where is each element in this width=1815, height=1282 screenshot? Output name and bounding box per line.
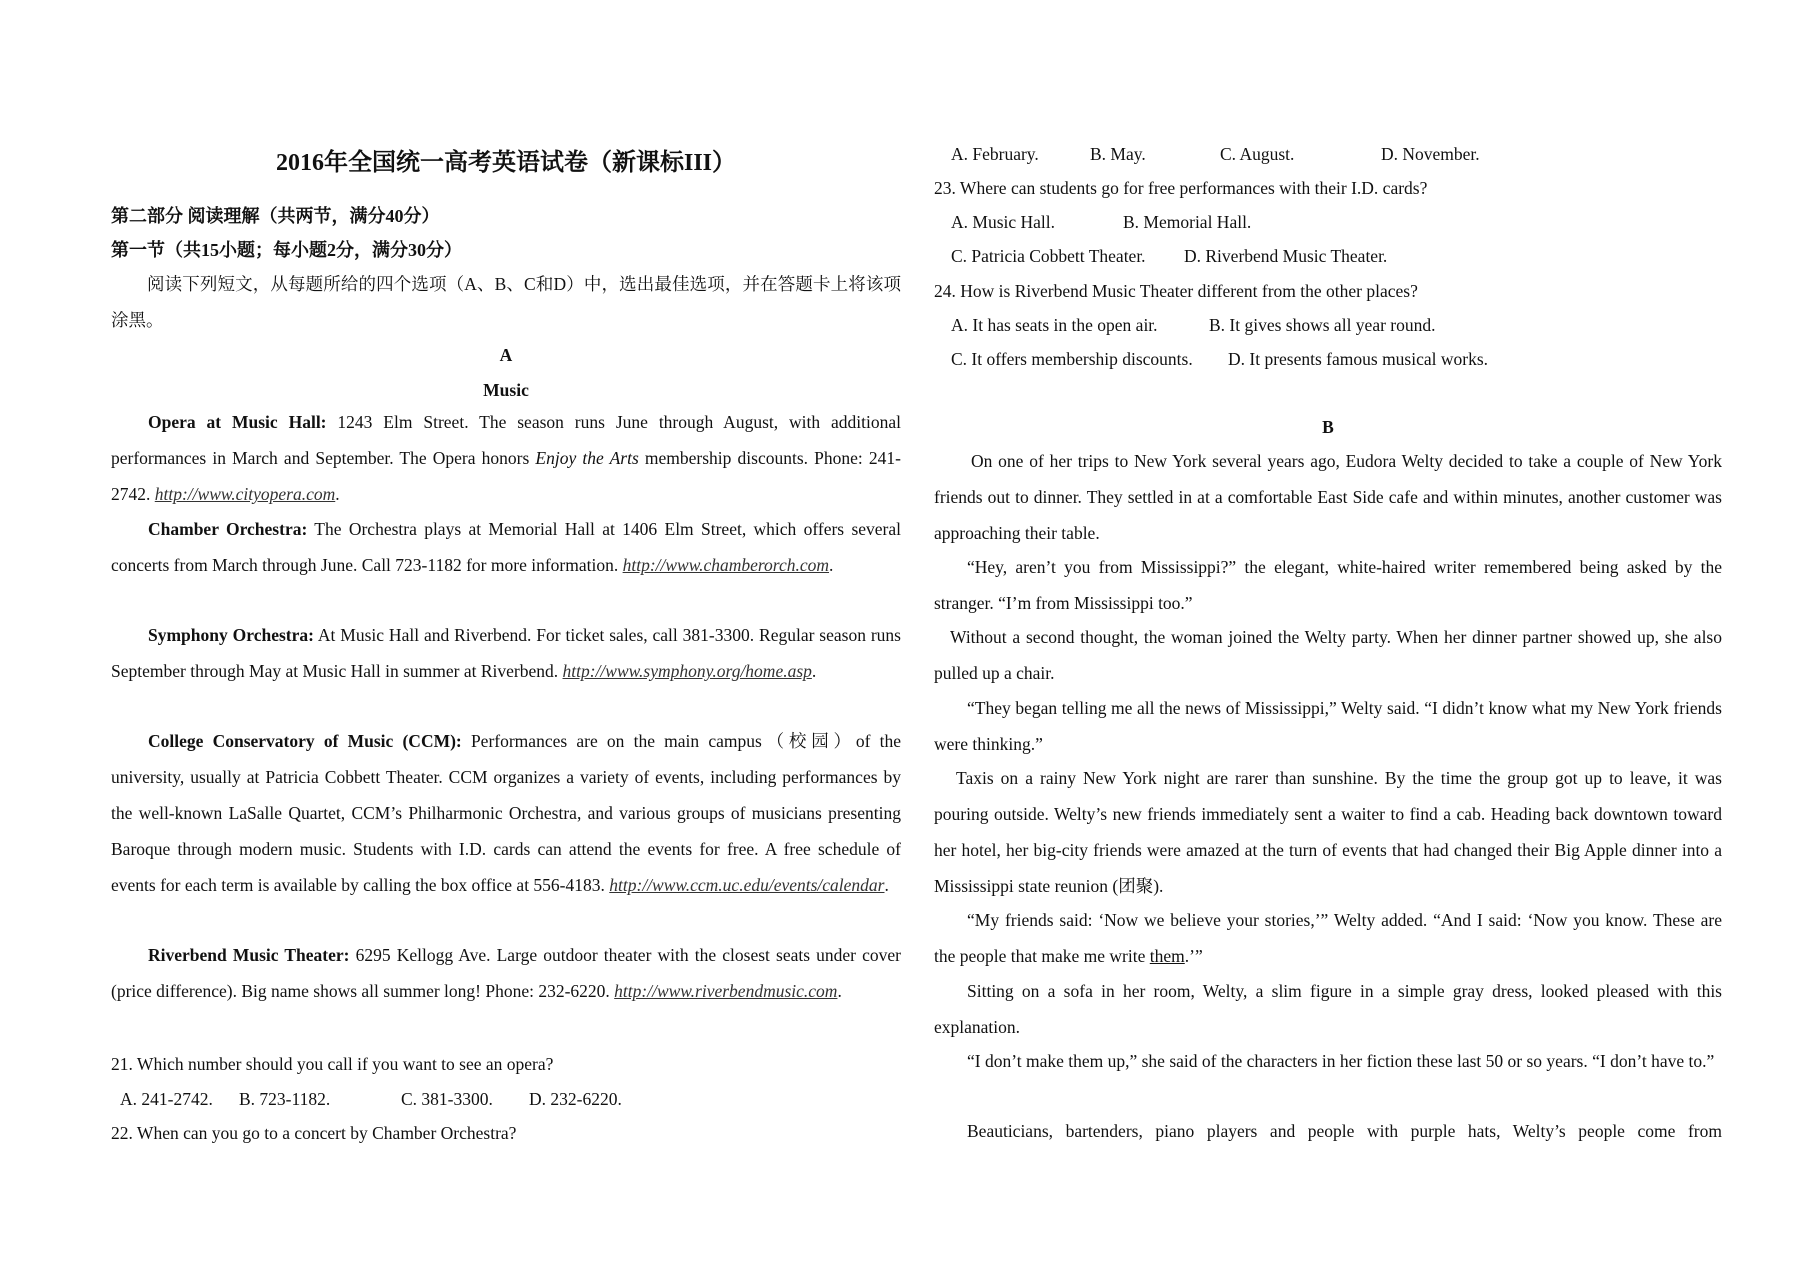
q22-option-d[interactable]: D. November. [1381, 144, 1480, 164]
chamber-paragraph [111, 511, 901, 583]
q24-option-c[interactable]: C. It offers membership discounts. [951, 349, 1193, 369]
riverbend-name: Riverbend Music Theater: [148, 945, 350, 965]
q24-option-b[interactable]: B. It gives shows all year round. [1209, 315, 1436, 335]
passage-b-p4: “They began telling me all the news of Mississippi,” Welty said. “I didn’t know what my New York friends were thinking.” [934, 698, 1722, 754]
q21-option-a[interactable]: A. 241-2742. [120, 1089, 213, 1109]
q24-option-a[interactable]: A. It has seats in the open air. [951, 315, 1158, 335]
page-title: 2016年全国统一高考英语试卷（新课标III） [275, 150, 737, 176]
riverbend-paragraph [111, 937, 901, 1009]
subsection-header: 第一节（共15小题；每小题2分，满分30分） [111, 240, 462, 260]
q21-option-d[interactable]: D. 232-6220. [529, 1089, 622, 1109]
ccm-name: College Conservatory of Music (CCM): [148, 731, 462, 751]
opera-italic: Enjoy the Arts [535, 448, 639, 468]
riverbend-end: . [837, 981, 842, 1001]
passage-b-p6-text-b: .’” [1184, 946, 1203, 966]
passage-b-p8: “I don’t make them up,” she said of the characters in her fiction these last 50 or so years. “I don’t have to.” [967, 1051, 1715, 1071]
symphony-paragraph [111, 617, 901, 689]
riverbend-text: 6295 Kellogg Ave. Large outdoor theater with the closest seats under cover (price difference). Big name shows all summer long! Phone: 232-6220. [111, 945, 901, 1001]
passage-b-letter: B [1322, 417, 1334, 437]
opera-url-link[interactable]: http://www.cityopera.com [154, 484, 336, 504]
passage-b-p6-text-a: “My friends said: ‘Now we believe your stories,’” Welty added. “And I said: ‘Now you know. These are the people that make me write [934, 910, 1722, 966]
passage-b-p6 [934, 902, 1722, 974]
ccm-end: . [884, 875, 889, 895]
ccm-paragraph [111, 723, 901, 903]
q22-option-b[interactable]: B. May. [1090, 144, 1146, 164]
chamber-text: The Orchestra plays at Memorial Hall at 1406 Elm Street, which offers several concerts from March through June. Call 723-1182 for more information. [111, 519, 901, 575]
q21-option-c[interactable]: C. 381-3300. [401, 1089, 493, 1109]
q22-option-c[interactable]: C. August. [1220, 144, 1295, 164]
chamber-name: Chamber Orchestra: [148, 519, 308, 539]
question-23-stem: 23. Where can students go for free performances with their I.D. cards? [934, 178, 1428, 198]
q23-option-a[interactable]: A. Music Hall. [951, 212, 1056, 232]
chamber-end: . [829, 555, 834, 575]
passage-b-p9: Beauticians, bartenders, piano players and people with purple hats, Welty’s people come from [967, 1121, 1722, 1141]
passage-a-letter: A [499, 345, 513, 365]
question-21-stem: 21. Which number should you call if you want to see an opera? [111, 1054, 554, 1074]
q22-option-a[interactable]: A. February. [951, 144, 1039, 164]
q23-option-d[interactable]: D. Riverbend Music Theater. [1184, 246, 1388, 266]
passage-b-p5: Taxis on a rainy New York night are rarer than sunshine. By the time the group got up to leave, it was pouring outside. Welty’s new friends immediately sent a waiter to find a cab. Heading back downtown toward her hotel, her big-city friends were amazed at the turn of events that had changed their Big Apple dinner into a Mississippi state reunion (团聚). [934, 768, 1722, 896]
instruction-text: 阅读下列短文，从每题所给的四个选项（A、B、C和D）中，选出最佳选项，并在答题卡上将该项涂黑。 [111, 274, 901, 330]
q21-option-b[interactable]: B. 723-1182. [239, 1089, 331, 1109]
section-header: 第二部分 阅读理解（共两节，满分40分） [111, 206, 440, 226]
question-24-stem: 24. How is Riverbend Music Theater different from the other places? [934, 281, 1418, 301]
passage-b-p1: On one of her trips to New York several years ago, Eudora Welty decided to take a couple of New York friends out to dinner. They settled in at a comfortable East Side cafe and within minutes, another customer was approaching their table. [934, 451, 1722, 543]
opera-name: Opera at Music Hall: [148, 412, 327, 432]
passage-a-heading: Music [483, 380, 529, 400]
opera-paragraph [111, 404, 901, 512]
ccm-url-link[interactable]: http://www.ccm.uc.edu/events/calendar [609, 875, 885, 895]
opera-text-2: membership discounts. Phone: 241-2742. [111, 448, 902, 504]
question-22-stem: 22. When can you go to a concert by Chamber Orchestra? [111, 1123, 517, 1143]
opera-text-1: 1243 Elm Street. The season runs June through August, with additional performances in March and September. The Opera honors [111, 412, 902, 468]
chamber-url-link[interactable]: http://www.chamberorch.com [622, 555, 830, 575]
passage-b-p7: Sitting on a sofa in her room, Welty, a slim figure in a simple gray dress, looked pleased with this explanation. [934, 981, 1722, 1037]
passage-b-underlined-them: them [1149, 946, 1185, 966]
riverbend-url-link[interactable]: http://www.riverbendmusic.com [614, 981, 838, 1001]
passage-b-p3: Without a second thought, the woman joined the Welty party. When her dinner partner showed up, she also pulled up a chair. [934, 627, 1722, 683]
q23-option-c[interactable]: C. Patricia Cobbett Theater. [951, 246, 1146, 266]
opera-end: . [335, 484, 340, 504]
q24-option-d[interactable]: D. It presents famous musical works. [1228, 349, 1489, 369]
q23-option-b[interactable]: B. Memorial Hall. [1123, 212, 1252, 232]
symphony-name: Symphony Orchestra: [148, 625, 314, 645]
symphony-text: At Music Hall and Riverbend. For ticket sales, call 381-3300. Regular season runs September through May at Music Hall in summer at Riverbend. [111, 625, 901, 681]
passage-b-p2: “Hey, aren’t you from Mississippi?” the elegant, white-haired writer remembered being asked by the stranger. “I’m from Mississippi too.” [934, 557, 1722, 613]
symphony-end: . [811, 661, 817, 681]
ccm-text: Performances are on the main campus（校园）of the university, usually at Patricia Cobbett Theater. CCM organizes a variety of events, including performances by the well-known LaSalle Quartet, CCM’s Philharmonic Orchestra, and various groups of musicians presenting Baroque through modern music. Students with I.D. cards can attend the events for free. A free schedule of events for each term is available by calling the box office at 556-4183. [111, 731, 901, 895]
symphony-url-link[interactable]: http://www.symphony.org/home.asp [562, 661, 812, 681]
